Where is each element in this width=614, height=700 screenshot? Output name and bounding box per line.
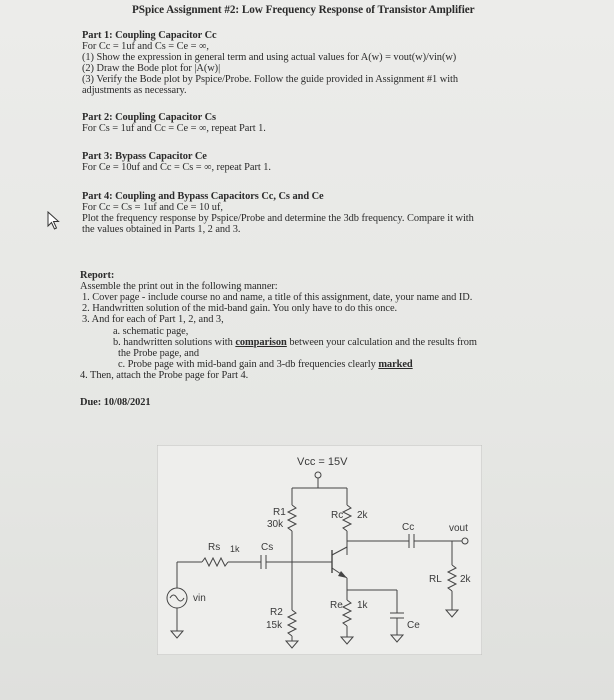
r2-value: 15k <box>266 620 283 631</box>
cs-label: Cs <box>261 542 274 553</box>
report-item1: 1. Cover page - include course no and name, a title of this assignment, date, your name and ID. <box>82 292 473 303</box>
part2-condition: For Cs = 1uf and Cc = Ce = ∞, repeat Part 1. <box>82 123 266 134</box>
re-name: Re <box>330 600 343 611</box>
ce-label: Ce <box>407 620 420 631</box>
schematic-frame <box>157 445 482 655</box>
report-sub-b-text-cont: between your calculation and the results from <box>286 337 477 348</box>
vout-label: vout <box>449 523 468 534</box>
report-sub-a: a. schematic page, <box>113 326 189 337</box>
vcc-label: Vcc = 15V <box>297 456 348 468</box>
report-sub-b-emphasis: comparison <box>235 337 287 348</box>
rc-value: 2k <box>357 510 368 521</box>
report-sub-c-text: c. Probe page with mid-band gain and 3-db frequencies clearly <box>118 359 379 370</box>
re-value: 1k <box>357 600 368 611</box>
part1-step1: (1) Show the expression in general term and using actual values for A(w) = vout(w)/vin(w) <box>82 52 457 63</box>
report-sub-b-text: b. handwritten solutions with <box>113 337 236 348</box>
vin-label: vin <box>193 593 206 604</box>
rl-name: RL <box>429 574 442 585</box>
part1-condition: For Cc = 1uf and Cs = Ce = ∞, <box>82 41 209 52</box>
r2-name: R2 <box>270 607 283 618</box>
part2-heading: Part 2: Coupling Capacitor Cs <box>82 112 217 123</box>
part4-heading: Part 4: Coupling and Bypass Capacitors Cc, Cs and Ce <box>82 191 324 202</box>
part3-heading: Part 3: Bypass Capacitor Ce <box>82 151 207 162</box>
part4-condition: For Cc = Cs = 1uf and Ce = 10 uf, <box>82 202 223 213</box>
rc-name: Rc <box>331 510 344 521</box>
part4-line1: Plot the frequency response by Pspice/Probe and determine the 3db frequency. Compare it with <box>82 213 474 224</box>
part1-step3-cont: adjustments as necessary. <box>82 85 187 96</box>
report-sub-c-emphasis: marked <box>378 359 413 370</box>
report-item4: 4. Then, attach the Probe page for Part 4. <box>80 370 249 381</box>
part1-step3: (3) Verify the Bode plot by Pspice/Probe. Follow the guide provided in Assignment #1 with <box>82 74 459 85</box>
report-heading: Report: <box>80 270 115 281</box>
part1-heading: Part 1: Coupling Capacitor Cc <box>82 30 217 41</box>
due-date: Due: 10/08/2021 <box>80 397 151 408</box>
report-item3: 3. And for each of Part 1, 2, and 3, <box>82 314 224 325</box>
report-sub-b-cont: the Probe page, and <box>118 348 199 359</box>
r1-value: 30k <box>267 519 284 530</box>
rs-value: 1k <box>230 544 240 554</box>
mouse-cursor-icon <box>47 211 63 231</box>
part3-condition: For Ce = 10uf and Cc = Cs = ∞, repeat Part 1. <box>82 162 271 173</box>
page-title: PSpice Assignment #2: Low Frequency Response of Transistor Amplifier <box>132 4 475 16</box>
cc-label: Cc <box>402 522 415 533</box>
rl-value: 2k <box>460 574 471 585</box>
r1-name: R1 <box>273 507 286 518</box>
rs-name: Rs <box>208 542 221 553</box>
circuit-schematic <box>157 445 482 655</box>
part1-step2: (2) Draw the Bode plot for |A(w)| <box>82 63 221 74</box>
part4-line2: the values obtained in Parts 1, 2 and 3. <box>82 224 241 235</box>
report-intro: Assemble the print out in the following manner: <box>80 281 278 292</box>
report-item2: 2. Handwritten solution of the mid-band gain. You only have to do this once. <box>82 303 398 314</box>
